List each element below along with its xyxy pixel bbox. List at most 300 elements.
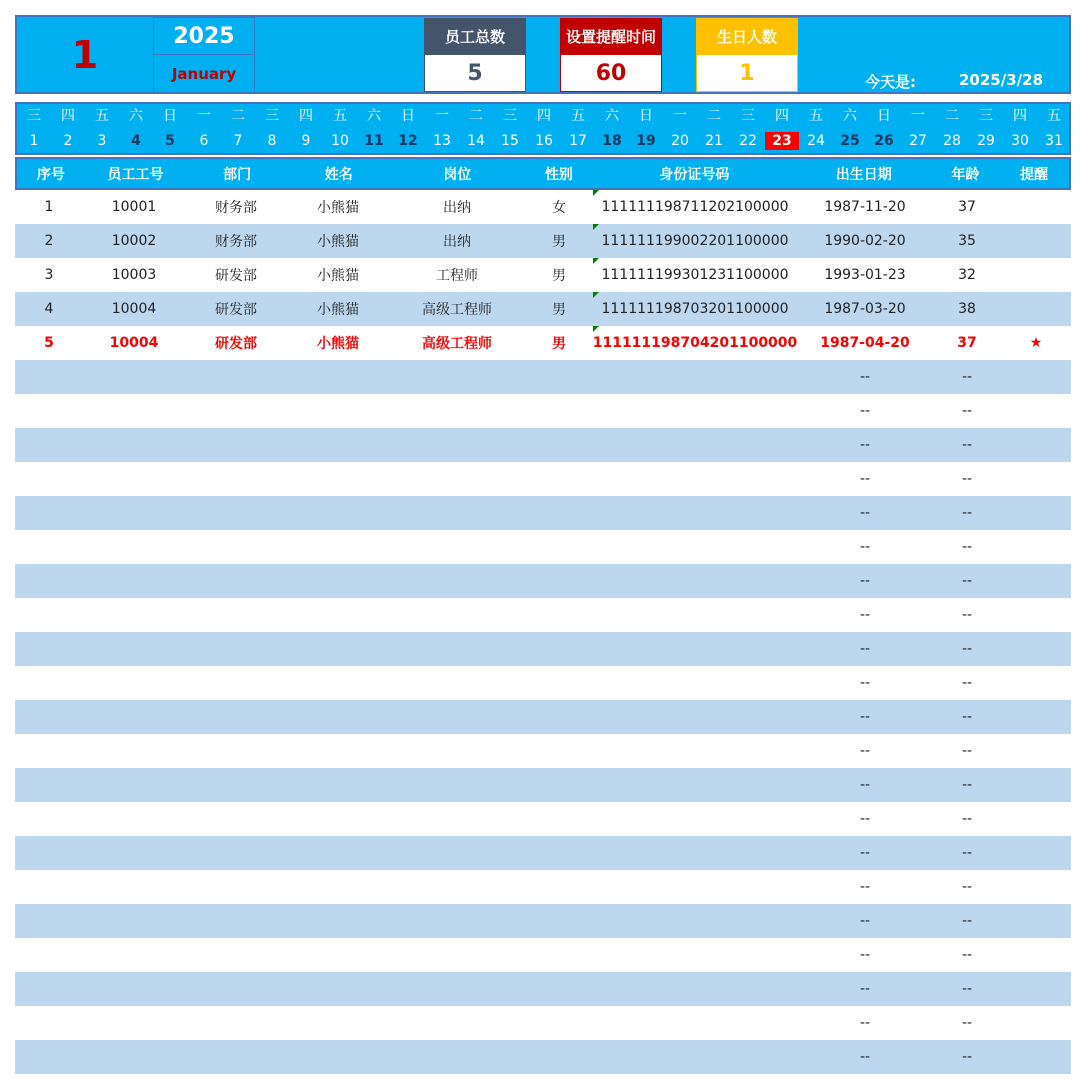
table-cell[interactable]	[1001, 972, 1071, 1006]
table-cell[interactable]	[797, 666, 933, 700]
table-cell[interactable]	[797, 768, 933, 802]
table-cell[interactable]	[15, 972, 83, 1006]
table-cell[interactable]	[797, 326, 933, 360]
table-cell[interactable]	[933, 1040, 1001, 1074]
table-cell[interactable]	[83, 598, 185, 632]
calendar-day[interactable]	[901, 104, 935, 153]
table-cell[interactable]	[15, 394, 83, 428]
reminder-star[interactable]	[1001, 190, 1071, 224]
table-cell[interactable]	[797, 428, 933, 462]
table-cell[interactable]	[933, 360, 1001, 394]
column-header[interactable]: 年龄	[951, 166, 980, 183]
calendar-day[interactable]	[527, 104, 561, 153]
table-cell[interactable]	[389, 394, 525, 428]
table-cell[interactable]	[1001, 530, 1071, 564]
table-cell[interactable]	[593, 870, 797, 904]
table-cell[interactable]	[185, 190, 287, 224]
table-cell[interactable]	[389, 598, 525, 632]
table-cell[interactable]	[797, 1040, 933, 1074]
table-cell[interactable]	[15, 292, 83, 326]
table-cell[interactable]	[287, 496, 389, 530]
table-cell[interactable]	[287, 292, 389, 326]
table-cell[interactable]	[389, 224, 525, 258]
table-cell[interactable]	[933, 972, 1001, 1006]
table-cell[interactable]	[797, 564, 933, 598]
table-cell[interactable]	[525, 326, 593, 360]
table-cell[interactable]	[593, 462, 797, 496]
table-cell[interactable]	[389, 666, 525, 700]
table-cell[interactable]	[83, 734, 185, 768]
table-cell[interactable]	[185, 734, 287, 768]
table-cell[interactable]	[15, 666, 83, 700]
table-cell[interactable]	[83, 564, 185, 598]
table-cell[interactable]	[287, 598, 389, 632]
table-cell[interactable]	[287, 836, 389, 870]
table-row[interactable]	[15, 258, 1071, 292]
table-cell[interactable]	[185, 564, 287, 598]
table-row[interactable]	[15, 802, 1071, 836]
table-cell[interactable]	[83, 972, 185, 1006]
table-cell[interactable]	[593, 768, 797, 802]
table-cell[interactable]	[389, 870, 525, 904]
table-cell[interactable]	[933, 870, 1001, 904]
table-cell[interactable]	[185, 904, 287, 938]
table-cell[interactable]	[593, 496, 797, 530]
table-row[interactable]	[15, 598, 1071, 632]
table-cell[interactable]	[185, 292, 287, 326]
table-cell[interactable]	[525, 258, 593, 292]
table-cell[interactable]	[15, 802, 83, 836]
table-cell[interactable]	[797, 802, 933, 836]
table-cell[interactable]	[1001, 870, 1071, 904]
column-header[interactable]: 部门	[223, 166, 252, 183]
column-header[interactable]: 提醒	[1020, 166, 1049, 183]
table-cell[interactable]	[185, 258, 287, 292]
table-cell[interactable]	[593, 632, 797, 666]
table-cell[interactable]	[83, 190, 185, 224]
table-cell[interactable]	[83, 292, 185, 326]
table-row[interactable]	[15, 394, 1071, 428]
table-cell[interactable]	[593, 1040, 797, 1074]
table-cell[interactable]	[389, 292, 525, 326]
table-cell[interactable]	[15, 632, 83, 666]
table-cell[interactable]	[933, 938, 1001, 972]
table-cell[interactable]	[185, 224, 287, 258]
table-cell[interactable]	[15, 904, 83, 938]
table-cell[interactable]	[525, 530, 593, 564]
kpi-remind-days-value[interactable]: 60	[560, 54, 662, 92]
table-cell[interactable]	[593, 224, 797, 258]
reminder-star[interactable]	[1001, 258, 1071, 292]
table-cell[interactable]	[389, 972, 525, 1006]
table-cell[interactable]	[389, 360, 525, 394]
calendar-day[interactable]	[51, 104, 85, 153]
table-cell[interactable]	[1001, 496, 1071, 530]
table-cell[interactable]	[287, 224, 389, 258]
calendar-day[interactable]	[153, 104, 187, 153]
table-cell[interactable]	[1001, 394, 1071, 428]
table-cell[interactable]	[593, 836, 797, 870]
table-row[interactable]	[15, 632, 1071, 666]
table-cell[interactable]	[933, 836, 1001, 870]
table-cell[interactable]	[83, 666, 185, 700]
table-cell[interactable]	[933, 326, 1001, 360]
table-cell[interactable]	[593, 394, 797, 428]
table-cell[interactable]	[797, 632, 933, 666]
table-cell[interactable]	[525, 1040, 593, 1074]
table-cell[interactable]	[525, 904, 593, 938]
table-cell[interactable]	[287, 870, 389, 904]
table-cell[interactable]	[933, 496, 1001, 530]
table-cell[interactable]	[185, 394, 287, 428]
table-cell[interactable]	[83, 224, 185, 258]
table-cell[interactable]	[1001, 938, 1071, 972]
table-cell[interactable]	[525, 224, 593, 258]
table-cell[interactable]	[185, 802, 287, 836]
table-cell[interactable]	[797, 496, 933, 530]
table-cell[interactable]	[185, 870, 287, 904]
table-cell[interactable]	[1001, 700, 1071, 734]
table-cell[interactable]	[593, 1006, 797, 1040]
table-cell[interactable]	[1001, 360, 1071, 394]
table-cell[interactable]	[15, 836, 83, 870]
table-cell[interactable]	[83, 768, 185, 802]
table-cell[interactable]	[185, 1040, 287, 1074]
table-cell[interactable]	[525, 496, 593, 530]
table-cell[interactable]	[287, 360, 389, 394]
table-cell[interactable]	[933, 598, 1001, 632]
table-cell[interactable]	[797, 292, 933, 326]
table-cell[interactable]	[593, 734, 797, 768]
table-cell[interactable]	[287, 632, 389, 666]
column-header[interactable]: 序号	[36, 166, 65, 183]
table-cell[interactable]	[389, 734, 525, 768]
calendar-day[interactable]	[799, 104, 833, 153]
table-cell[interactable]	[525, 462, 593, 496]
table-cell[interactable]	[15, 598, 83, 632]
calendar-day[interactable]	[595, 104, 629, 153]
table-row[interactable]	[15, 1040, 1071, 1074]
table-cell[interactable]	[15, 870, 83, 904]
table-cell[interactable]	[933, 564, 1001, 598]
table-cell[interactable]	[933, 190, 1001, 224]
table-cell[interactable]	[83, 632, 185, 666]
calendar-day[interactable]	[629, 104, 663, 153]
table-cell[interactable]	[287, 802, 389, 836]
calendar-day[interactable]	[119, 104, 153, 153]
reminder-star[interactable]	[1001, 224, 1071, 258]
table-cell[interactable]	[933, 768, 1001, 802]
column-header[interactable]: 出生日期	[835, 166, 892, 183]
year-value[interactable]: 2025	[153, 17, 255, 55]
table-cell[interactable]	[83, 394, 185, 428]
table-cell[interactable]	[797, 394, 933, 428]
table-cell[interactable]	[83, 326, 185, 360]
table-cell[interactable]	[83, 802, 185, 836]
table-cell[interactable]	[287, 190, 389, 224]
calendar-day[interactable]	[493, 104, 527, 153]
table-row[interactable]	[15, 870, 1071, 904]
calendar-day[interactable]	[459, 104, 493, 153]
table-cell[interactable]	[389, 258, 525, 292]
table-cell[interactable]	[15, 1006, 83, 1040]
calendar-day[interactable]	[765, 104, 799, 153]
table-cell[interactable]	[797, 360, 933, 394]
column-header[interactable]: 性别	[544, 166, 573, 183]
table-cell[interactable]	[797, 972, 933, 1006]
table-cell[interactable]	[83, 462, 185, 496]
table-cell[interactable]	[797, 224, 933, 258]
table-cell[interactable]	[797, 700, 933, 734]
table-cell[interactable]	[185, 360, 287, 394]
table-cell[interactable]	[185, 462, 287, 496]
table-cell[interactable]	[83, 1040, 185, 1074]
table-cell[interactable]	[15, 1040, 83, 1074]
table-cell[interactable]	[797, 190, 933, 224]
table-cell[interactable]	[185, 326, 287, 360]
table-cell[interactable]	[1001, 802, 1071, 836]
table-cell[interactable]	[287, 972, 389, 1006]
table-cell[interactable]	[797, 870, 933, 904]
table-cell[interactable]	[83, 360, 185, 394]
table-cell[interactable]	[15, 428, 83, 462]
table-cell[interactable]	[83, 530, 185, 564]
table-row[interactable]	[15, 768, 1071, 802]
table-cell[interactable]	[287, 564, 389, 598]
table-cell[interactable]	[287, 1006, 389, 1040]
table-cell[interactable]	[1001, 598, 1071, 632]
table-cell[interactable]	[525, 666, 593, 700]
table-cell[interactable]	[389, 836, 525, 870]
table-cell[interactable]	[525, 394, 593, 428]
table-row[interactable]	[15, 496, 1071, 530]
table-cell[interactable]	[525, 360, 593, 394]
table-cell[interactable]	[389, 190, 525, 224]
table-cell[interactable]	[83, 836, 185, 870]
table-cell[interactable]	[185, 972, 287, 1006]
table-cell[interactable]	[185, 836, 287, 870]
table-cell[interactable]	[287, 904, 389, 938]
column-header[interactable]: 员工工号	[107, 166, 164, 183]
table-row[interactable]	[15, 972, 1071, 1006]
table-cell[interactable]	[389, 938, 525, 972]
table-cell[interactable]	[525, 700, 593, 734]
table-cell[interactable]	[389, 802, 525, 836]
table-cell[interactable]	[797, 836, 933, 870]
table-cell[interactable]	[593, 972, 797, 1006]
calendar-day[interactable]	[935, 104, 969, 153]
table-cell[interactable]	[83, 870, 185, 904]
table-cell[interactable]	[83, 1006, 185, 1040]
table-cell[interactable]	[389, 768, 525, 802]
table-cell[interactable]	[287, 326, 389, 360]
table-cell[interactable]	[525, 1006, 593, 1040]
table-cell[interactable]	[593, 904, 797, 938]
table-cell[interactable]	[287, 938, 389, 972]
table-cell[interactable]	[525, 938, 593, 972]
table-cell[interactable]	[1001, 734, 1071, 768]
table-row[interactable]	[15, 326, 1071, 360]
table-cell[interactable]	[593, 666, 797, 700]
table-row[interactable]	[15, 564, 1071, 598]
table-cell[interactable]	[287, 258, 389, 292]
table-cell[interactable]	[389, 462, 525, 496]
table-cell[interactable]	[185, 598, 287, 632]
calendar-day[interactable]	[187, 104, 221, 153]
table-cell[interactable]	[287, 1040, 389, 1074]
table-cell[interactable]	[287, 734, 389, 768]
table-cell[interactable]	[185, 530, 287, 564]
table-cell[interactable]	[933, 904, 1001, 938]
table-cell[interactable]	[83, 700, 185, 734]
table-cell[interactable]	[525, 972, 593, 1006]
table-cell[interactable]	[185, 700, 287, 734]
table-cell[interactable]	[389, 496, 525, 530]
table-cell[interactable]	[15, 224, 83, 258]
table-cell[interactable]	[933, 394, 1001, 428]
table-cell[interactable]	[185, 1006, 287, 1040]
table-cell[interactable]	[933, 700, 1001, 734]
table-cell[interactable]	[389, 1006, 525, 1040]
table-cell[interactable]	[933, 462, 1001, 496]
table-cell[interactable]	[593, 360, 797, 394]
table-cell[interactable]	[593, 530, 797, 564]
table-cell[interactable]	[933, 224, 1001, 258]
table-cell[interactable]	[797, 530, 933, 564]
table-cell[interactable]	[593, 428, 797, 462]
table-cell[interactable]	[287, 666, 389, 700]
table-cell[interactable]	[797, 598, 933, 632]
table-cell[interactable]	[1001, 836, 1071, 870]
table-cell[interactable]	[287, 462, 389, 496]
table-cell[interactable]	[525, 564, 593, 598]
table-row[interactable]	[15, 530, 1071, 564]
table-row[interactable]	[15, 666, 1071, 700]
table-cell[interactable]	[593, 258, 797, 292]
table-cell[interactable]	[933, 802, 1001, 836]
table-cell[interactable]	[389, 700, 525, 734]
table-cell[interactable]	[1001, 768, 1071, 802]
calendar-day[interactable]	[85, 104, 119, 153]
table-cell[interactable]	[287, 768, 389, 802]
table-cell[interactable]	[1001, 428, 1071, 462]
table-row[interactable]	[15, 360, 1071, 394]
table-cell[interactable]	[15, 564, 83, 598]
table-cell[interactable]	[389, 326, 525, 360]
table-cell[interactable]	[185, 768, 287, 802]
calendar-day[interactable]	[221, 104, 255, 153]
table-cell[interactable]	[593, 326, 797, 360]
reminder-star[interactable]	[1001, 292, 1071, 326]
table-cell[interactable]	[1001, 632, 1071, 666]
table-cell[interactable]	[185, 666, 287, 700]
table-cell[interactable]	[83, 904, 185, 938]
table-cell[interactable]	[1001, 1006, 1071, 1040]
table-cell[interactable]	[933, 666, 1001, 700]
table-cell[interactable]	[389, 1040, 525, 1074]
table-cell[interactable]	[525, 836, 593, 870]
table-cell[interactable]	[185, 938, 287, 972]
table-cell[interactable]	[797, 258, 933, 292]
column-header[interactable]: 身份证号码	[659, 166, 730, 183]
calendar-day[interactable]	[289, 104, 323, 153]
table-row[interactable]	[15, 190, 1071, 224]
table-cell[interactable]	[15, 360, 83, 394]
table-cell[interactable]	[83, 496, 185, 530]
table-cell[interactable]	[15, 326, 83, 360]
calendar-day[interactable]	[425, 104, 459, 153]
table-cell[interactable]	[15, 462, 83, 496]
table-cell[interactable]	[389, 904, 525, 938]
table-cell[interactable]	[933, 292, 1001, 326]
table-cell[interactable]	[15, 496, 83, 530]
reminder-star[interactable]	[1001, 326, 1071, 360]
table-cell[interactable]	[185, 632, 287, 666]
table-row[interactable]	[15, 292, 1071, 326]
table-cell[interactable]	[797, 904, 933, 938]
table-cell[interactable]	[389, 564, 525, 598]
table-cell[interactable]	[933, 258, 1001, 292]
table-cell[interactable]	[593, 802, 797, 836]
table-cell[interactable]	[525, 734, 593, 768]
table-cell[interactable]	[593, 598, 797, 632]
table-cell[interactable]	[797, 1006, 933, 1040]
calendar-day[interactable]	[391, 104, 425, 153]
table-row[interactable]	[15, 224, 1071, 258]
table-cell[interactable]	[15, 734, 83, 768]
table-cell[interactable]	[185, 496, 287, 530]
table-row[interactable]	[15, 836, 1071, 870]
table-row[interactable]	[15, 1006, 1071, 1040]
calendar-day[interactable]	[663, 104, 697, 153]
table-cell[interactable]	[525, 632, 593, 666]
table-cell[interactable]	[525, 802, 593, 836]
table-cell[interactable]	[389, 530, 525, 564]
table-cell[interactable]	[933, 734, 1001, 768]
column-header[interactable]: 岗位	[443, 166, 472, 183]
table-cell[interactable]	[287, 700, 389, 734]
table-cell[interactable]	[287, 530, 389, 564]
table-cell[interactable]	[15, 530, 83, 564]
table-cell[interactable]	[287, 428, 389, 462]
table-row[interactable]	[15, 904, 1071, 938]
table-cell[interactable]	[525, 190, 593, 224]
table-cell[interactable]	[15, 190, 83, 224]
table-cell[interactable]	[525, 870, 593, 904]
table-cell[interactable]	[287, 394, 389, 428]
calendar-day[interactable]	[1003, 104, 1037, 153]
calendar-day[interactable]	[731, 104, 765, 153]
table-cell[interactable]	[933, 530, 1001, 564]
calendar-day[interactable]	[255, 104, 289, 153]
table-row[interactable]	[15, 938, 1071, 972]
calendar-day[interactable]	[1037, 104, 1071, 153]
table-cell[interactable]	[525, 598, 593, 632]
table-row[interactable]	[15, 734, 1071, 768]
table-cell[interactable]	[185, 428, 287, 462]
table-cell[interactable]	[593, 292, 797, 326]
table-cell[interactable]	[1001, 1040, 1071, 1074]
table-cell[interactable]	[1001, 462, 1071, 496]
table-cell[interactable]	[593, 938, 797, 972]
calendar-day[interactable]	[323, 104, 357, 153]
table-cell[interactable]	[83, 258, 185, 292]
table-cell[interactable]	[15, 258, 83, 292]
calendar-day[interactable]	[561, 104, 595, 153]
table-row[interactable]	[15, 428, 1071, 462]
table-cell[interactable]	[933, 428, 1001, 462]
table-cell[interactable]	[797, 734, 933, 768]
